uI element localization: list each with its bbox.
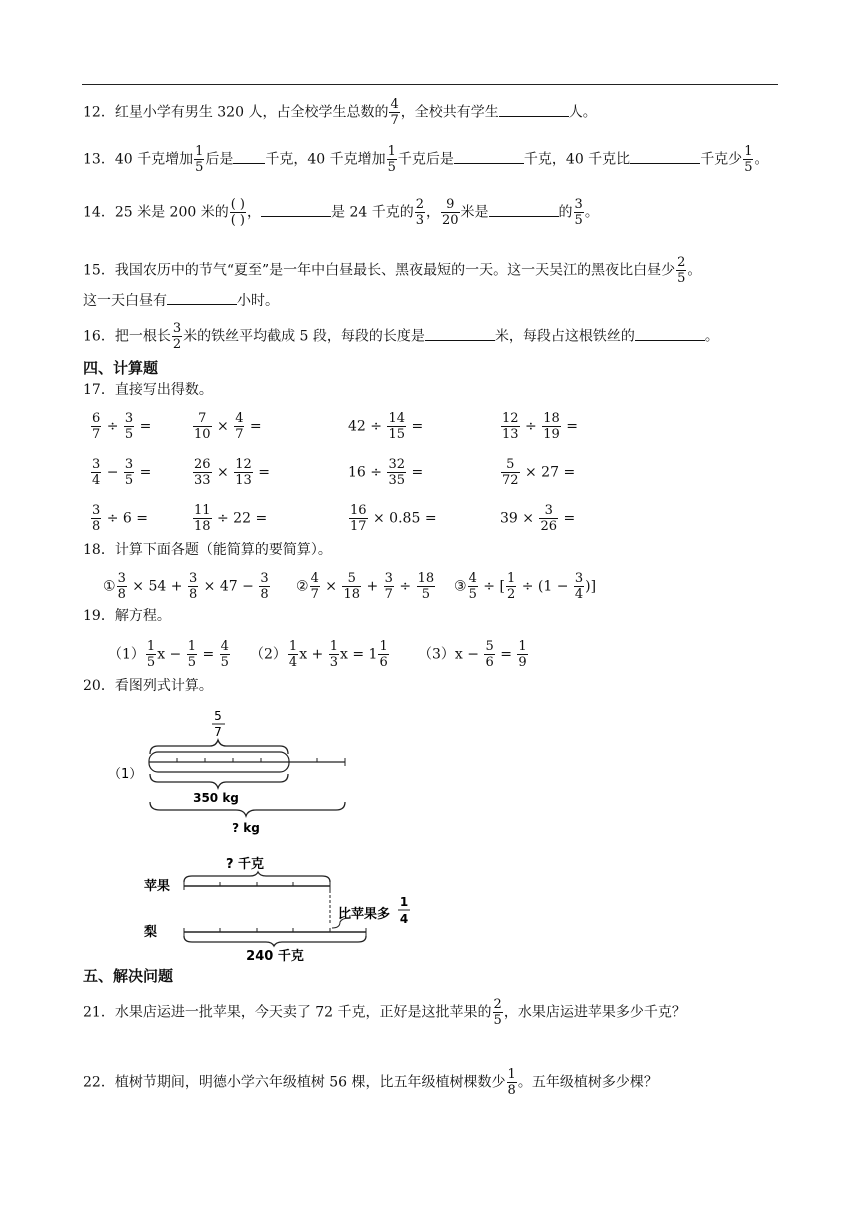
answer-blank[interactable]	[499, 102, 569, 117]
question-18-title: 18．计算下面各题（能简算的要简算）。	[83, 542, 332, 558]
bottom-label: ? kg	[232, 821, 260, 835]
q19-equation-2: （2） $\frac{1}{4}$ x + $\frac{1}{3}$ x = 1 $\frac{1}{6}$	[250, 639, 388, 670]
question-20-title: 20．看图列式计算。	[83, 678, 213, 694]
calc-r3c3: $\frac{16}{17}$ × 0.85 =	[350, 503, 437, 534]
fraction: $\frac{4}{7}$	[390, 97, 399, 128]
question-19-title: 19．解方程。	[83, 608, 171, 624]
question-16: 16．把一根长 $\frac{3}{2}$ 米的铁丝平均截成 5 段，每段的长度是 米，每段占这根铁丝的 。	[83, 321, 719, 352]
diagram-1	[100, 706, 360, 842]
q18-expression-1: ① $\frac{3}{8}$ × 54 + $\frac{3}{8}$ × 47 − $\frac{3}{8}$	[103, 571, 269, 602]
question-15: 15．我国农历中的节气“夏至”是一年中白昼最长、黑夜最短的一天。这一天吴江的黑夜比白昼少 $\frac{2}{5}$ 。	[83, 255, 702, 286]
section-heading-calculation: 四、计算题	[83, 359, 159, 377]
answer-blank[interactable]	[630, 149, 700, 164]
q18-expression-3: ③ $\frac{4}{5}$ ÷ [ $\frac{1}{2}$ ÷ (1 − $\frac{3}{4}$ )]	[454, 571, 597, 602]
question-17-title: 17．直接写出得数。	[83, 382, 213, 398]
side-label: 比苹果多	[338, 907, 391, 922]
middle-label: 350 kg	[193, 791, 239, 805]
calc-r1c4: $\frac{12}{13}$ ÷ $\frac{18}{19}$ =	[502, 411, 578, 442]
question-21: 21．水果店运进一批苹果，今天卖了 72 千克，正好是这批苹果的 $\frac{2}{5}$ ，水果店运进苹果多少千克？	[83, 997, 686, 1028]
answer-blank[interactable]	[233, 149, 265, 164]
calc-r1c1: $\frac{6}{7}$ ÷ $\frac{3}{5}$ =	[92, 411, 152, 442]
middle-brace	[150, 774, 288, 788]
answer-blank[interactable]	[425, 326, 495, 341]
answer-blank[interactable]	[454, 149, 524, 164]
answer-blank[interactable]	[489, 202, 559, 217]
top-denominator: 7	[214, 725, 222, 739]
bottom-brace	[150, 802, 345, 816]
calc-r2c4: $\frac{5}{72}$ × 27 =	[502, 457, 576, 488]
question-15-line2: 这一天白昼有 小时。	[83, 290, 279, 311]
question-14: 14．25 米是 200 米的 $\frac{( )}{( )}$ ， 是 24 千克的 $\frac{2}{3}$ ， $\frac{9}{20}$ 米是 的 $\frac{3}{5}$ 。	[83, 197, 599, 228]
side-denominator: 4	[399, 912, 409, 926]
question-22: 22．植树节期间，明德小学六年级植树 56 棵，比五年级植树棵数少 $\frac{1}{8}$ 。五年级植树多少棵？	[83, 1067, 658, 1098]
calc-r3c4: 39 × $\frac{3}{26}$ =	[500, 503, 576, 534]
calc-r2c3: 16 ÷ $\frac{32}{35}$ =	[348, 457, 424, 488]
answer-blank[interactable]	[167, 290, 237, 305]
calc-r1c3: 42 ÷ $\frac{14}{15}$ =	[348, 411, 424, 442]
top-numerator: 5	[214, 709, 222, 723]
q19-equation-1: （1） $\frac{1}{5}$ x − $\frac{1}{5}$ = $\frac{4}{5}$	[108, 639, 229, 670]
apple-brace	[184, 872, 330, 882]
apple-label: 苹果	[144, 879, 171, 894]
calc-r2c2: $\frac{26}{33}$ × $\frac{12}{13}$ =	[194, 457, 270, 488]
apple-unknown-label: ? 千克	[225, 857, 265, 872]
question-13: 13．40 千克增加 $\frac{1}{5}$ 后是 千克，40 千克增加 $\frac{1}{5}$ 千克后是 千克，40 千克比 千克少 $\frac{1}{5}$ 。	[83, 144, 769, 175]
q18-expression-2: ② $\frac{4}{7}$ × $\frac{5}{18}$ + $\frac{3}{7}$ ÷ $\frac{18}{5}$	[296, 571, 435, 602]
answer-blank[interactable]	[261, 202, 331, 217]
question-12: 12．红星小学有男生 320 人，占全校学生总数的 $\frac{4}{7}$ ，全校共有学生 人。	[83, 97, 597, 128]
pear-total-label: 240 千克	[246, 949, 304, 964]
side-numerator: 1	[399, 895, 409, 909]
answer-blank[interactable]	[635, 326, 705, 341]
pear-label: 梨	[144, 925, 158, 940]
calc-r1c2: $\frac{7}{10}$ × $\frac{4}{7}$ =	[194, 411, 262, 442]
pear-brace	[184, 936, 366, 946]
q19-equation-3: （3）x − $\frac{5}{6}$ = $\frac{1}{9}$	[418, 639, 527, 670]
section-heading-problems: 五、解决问题	[83, 967, 174, 985]
diagram-2	[100, 852, 420, 968]
calc-r2c1: $\frac{3}{4}$ − $\frac{3}{5}$ =	[92, 457, 152, 488]
calc-r3c1: $\frac{3}{8}$ ÷ 6 =	[92, 503, 149, 534]
diagram-1-label: （1）	[108, 767, 143, 782]
header-rule	[82, 84, 778, 85]
calc-r3c2: $\frac{11}{18}$ ÷ 22 =	[194, 503, 268, 534]
